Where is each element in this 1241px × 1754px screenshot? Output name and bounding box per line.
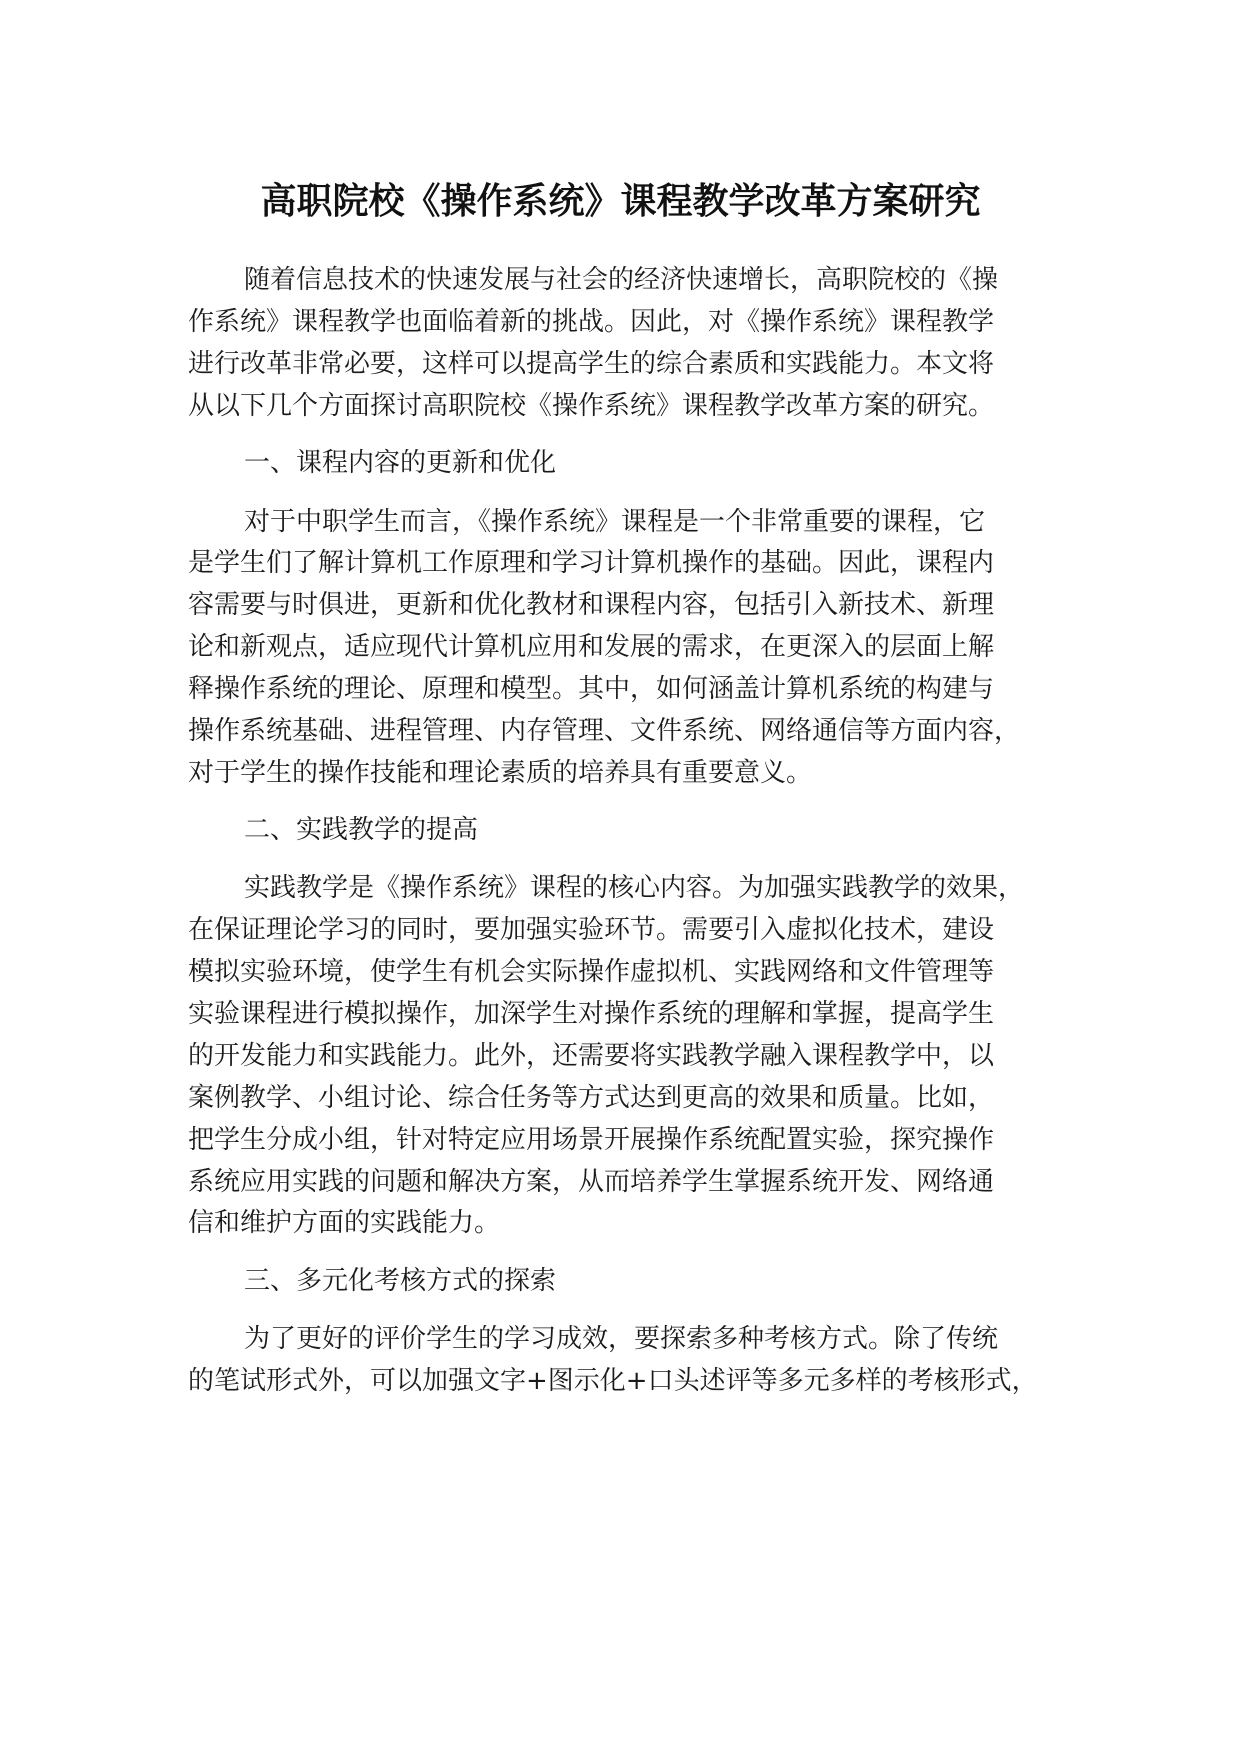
paragraph-line: 作系统》课程教学也面临着新的挑战。因此，对《操作系统》课程教学 [188, 307, 995, 337]
paragraph-line: 进行改革非常必要，这样可以提高学生的综合素质和实践能力。本文将 [188, 349, 995, 379]
section-heading: 二、实践教学的提高 [244, 815, 479, 845]
paragraph-line: 释操作系统的理论、原理和模型。其中，如何涵盖计算机系统的构建与 [188, 674, 995, 704]
paragraph-line: 是学生们了解计算机工作原理和学习计算机操作的基础。因此，课程内 [188, 548, 995, 578]
document-title: 高职院校《操作系统》课程教学改革方案研究 [260, 181, 981, 222]
paragraph-line: 在保证理论学习的同时，要加强实验环节。需要引入虚拟化技术，建设 [188, 915, 995, 945]
paragraph-line: 模拟实验环境，使学生有机会实际操作虚拟机、实践网络和文件管理等 [188, 957, 995, 987]
paragraph-line: 把学生分成小组，针对特定应用场景开展操作系统配置实验，探究操作 [188, 1125, 995, 1155]
paragraph-line: 对于中职学生而言，《操作系统》课程是一个非常重要的课程，它 [244, 507, 986, 537]
paragraph-line: 的笔试形式外，可以加强文字+图示化+口头述评等多元多样的考核形式， [188, 1366, 1038, 1396]
paragraph-line: 的开发能力和实践能力。此外，还需要将实践教学融入课程教学中，以 [188, 1041, 995, 1071]
section-heading: 一、课程内容的更新和优化 [244, 448, 557, 478]
paragraph-line: 随着信息技术的快速发展与社会的经济快速增长，高职院校的《操 [244, 265, 999, 295]
paragraph-line: 容需要与时俱进，更新和优化教材和课程内容，包括引入新技术、新理 [188, 590, 995, 620]
paragraph-line: 案例教学、小组讨论、综合任务等方式达到更高的效果和质量。比如， [188, 1083, 995, 1113]
paragraph-line: 实践教学是《操作系统》课程的核心内容。为加强实践教学的效果， [244, 873, 1025, 903]
paragraph-line: 论和新观点，适应现代计算机应用和发展的需求，在更深入的层面上解 [188, 632, 995, 662]
paragraph-line: 对于学生的操作技能和理论素质的培养具有重要意义。 [188, 758, 813, 788]
paragraph-line: 从以下几个方面探讨高职院校《操作系统》课程教学改革方案的研究。 [188, 391, 995, 421]
paragraph-line: 实验课程进行模拟操作，加深学生对操作系统的理解和掌握，提高学生 [188, 999, 995, 1029]
section-heading: 三、多元化考核方式的探索 [244, 1266, 557, 1296]
paragraph-line: 信和维护方面的实践能力。 [188, 1208, 501, 1238]
paragraph-line: 操作系统基础、进程管理、内存管理、文件系统、网络通信等方面内容， [188, 716, 1021, 746]
paragraph-line: 系统应用实践的问题和解决方案，从而培养学生掌握系统开发、网络通 [188, 1167, 995, 1197]
paragraph-line: 为了更好的评价学生的学习成效，要探索多种考核方式。除了传统 [244, 1324, 999, 1354]
